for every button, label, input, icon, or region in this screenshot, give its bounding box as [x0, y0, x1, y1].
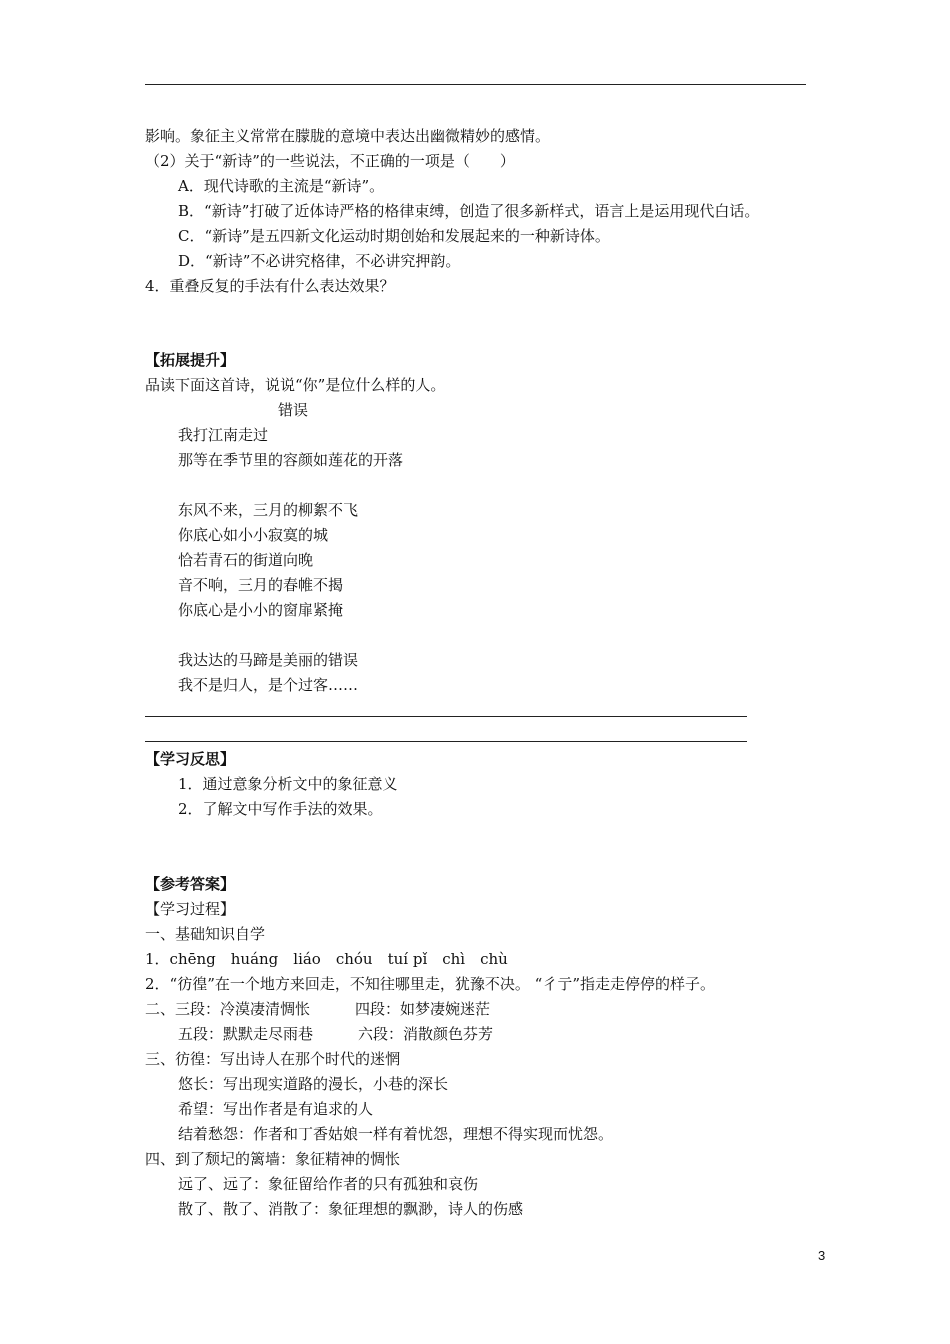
poem-line: 你底心是小小的窗扉紧掩: [178, 601, 344, 619]
answer-rule: [145, 716, 747, 717]
text-line: 悠长：写出现实道路的漫长，小巷的深长: [178, 1075, 449, 1093]
poem-line: 恰若青石的街道向晚: [178, 551, 314, 569]
text-line: 品读下面这首诗，说说“你”是位什么样的人。: [145, 376, 446, 394]
list-item: 2．了解文中写作手法的效果。: [178, 800, 383, 818]
poem-line: 你底心如小小寂寞的城: [178, 526, 329, 544]
section-heading-reflection: 【学习反思】: [145, 750, 236, 768]
question-4: 4．重叠反复的手法有什么表达效果？: [145, 277, 395, 295]
answer-rule: [145, 741, 747, 742]
poem-title: 错误: [278, 401, 309, 419]
option-c: C．“新诗”是五四新文化运动时期创始和发展起来的一种新诗体。: [178, 227, 610, 245]
text-line: 远了、远了：象征留给作者的只有孤独和哀伤: [178, 1175, 479, 1193]
poem-line: 那等在季节里的容颜如莲花的开落: [178, 451, 404, 469]
text-line: 三、彷徨：写出诗人在那个时代的迷惘: [145, 1050, 401, 1068]
text-line: 散了、散了、消散了：象征理想的飘渺，诗人的伤感: [178, 1200, 524, 1218]
question-2: （2）关于“新诗”的一些说法，不正确的一项是（ ）: [145, 152, 515, 170]
text-line: 2．“彷徨”在一个地方来回走，不知往哪里走，犹豫不决。 “彳亍”指走走停停的样子。: [145, 975, 715, 993]
text-line: 四、到了颓圮的篱墙：象征精神的惆怅: [145, 1150, 401, 1168]
poem-line: 我达达的马蹄是美丽的错误: [178, 651, 359, 669]
page-number: 3: [818, 1248, 826, 1263]
option-d: D．“新诗”不必讲究格律，不必讲究押韵。: [178, 252, 461, 270]
section-heading-answers: 【参考答案】: [145, 875, 236, 893]
text-line: 二、三段：冷漠凄清惆怅 四段：如梦凄婉迷茫: [145, 1000, 491, 1018]
subheading: 【学习过程】: [145, 900, 236, 918]
text-line: 五段：默默走尽雨巷 六段：消散颜色芬芳: [178, 1025, 494, 1043]
poem-line: 我不是归人，是个过客……: [178, 676, 359, 694]
poem-line: 音不响，三月的春帷不揭: [178, 576, 344, 594]
text-line: 结着愁怨：作者和丁香姑娘一样有着忧怨，理想不得实现而忧怨。: [178, 1125, 614, 1143]
pinyin-answer: 1．chēng huáng liáo chóu tuí pǐ chì chù: [145, 950, 508, 968]
text-line: 一、基础知识自学: [145, 925, 266, 943]
text-line: 影响。象征主义常常在朦胧的意境中表达出幽微精妙的感情。: [145, 127, 551, 145]
list-item: 1．通过意象分析文中的象征意义: [178, 775, 398, 793]
header-rule: [145, 84, 806, 85]
option-b: B．“新诗”打破了近体诗严格的格律束缚，创造了很多新样式，语言上是运用现代白话。: [178, 202, 760, 220]
poem-line: 东风不来，三月的柳絮不飞: [178, 501, 359, 519]
text-line: 希望：写出作者是有追求的人: [178, 1100, 374, 1118]
section-heading-extension: 【拓展提升】: [145, 351, 236, 369]
option-a: A．现代诗歌的主流是“新诗”。: [178, 177, 385, 195]
poem-line: 我打江南走过: [178, 426, 269, 444]
